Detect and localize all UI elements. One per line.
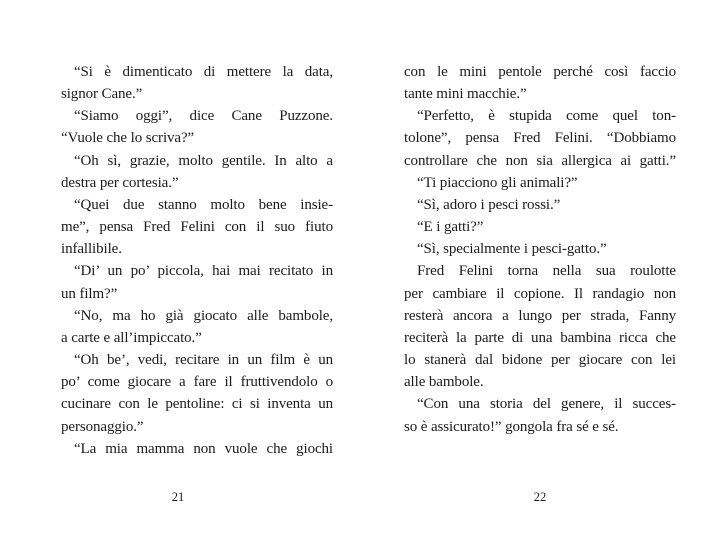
text-line: “Ti piacciono gli animali?” <box>417 174 578 191</box>
text-line: “Perfetto, è stupida come quel ton- <box>417 108 676 125</box>
text-line: controllare che non sia allergica ai gatti.” <box>404 152 676 169</box>
text-line: me”, pensa Fred Felini con il suo fiuto <box>61 219 333 236</box>
text-line: “No, ma ho già giocato alle bambole, <box>74 307 333 324</box>
book-page-left-text <box>61 61 333 460</box>
book-page-right-text <box>404 61 676 438</box>
text-line: “Sì, specialmente i pesci-gatto.” <box>417 241 607 258</box>
text-line: alle bambole. <box>404 374 484 391</box>
text-line: so è assicurato!” gongola fra sé e sé. <box>404 418 619 435</box>
text-line: “Quei due stanno molto bene insie- <box>74 196 333 213</box>
text-line: po’ come giocare a fare il fruttivendolo o <box>61 374 333 391</box>
text-line: resterà ancora a lungo per strada, Fanny <box>404 307 676 324</box>
text-line: tolone”, pensa Fred Felini. “Dobbiamo <box>404 130 676 147</box>
text-line: cucinare con le pentoline: ci si inventa un <box>61 396 333 413</box>
page-number-right: 22 <box>533 490 547 504</box>
text-line: “Con una storia del genere, il succes- <box>417 396 676 413</box>
text-line: Fred Felini torna nella sua roulotte <box>417 263 676 280</box>
text-line: “Oh sì, grazie, molto gentile. In alto a <box>74 152 333 169</box>
text-line: lo stanerà dal bidone per giocare con lei <box>404 352 676 369</box>
text-line: “Siamo oggi”, dice Cane Puzzone. <box>74 108 333 125</box>
text-line: “E i gatti?” <box>417 219 484 236</box>
text-line: “Si è dimenticato di mettere la data, <box>74 64 333 80</box>
text-line: “La mia mamma non vuole che giochi <box>74 440 333 457</box>
text-line: un film?” <box>61 285 118 302</box>
text-line: con le mini pentole perché così faccio <box>404 64 676 80</box>
text-line: “Sì, adoro i pesci rossi.” <box>417 196 561 213</box>
text-line: per cambiare il copione. Il randagio non <box>404 285 676 302</box>
page-number-left: 21 <box>171 490 185 504</box>
text-line: personaggio.” <box>61 418 144 435</box>
text-line: reciterà la parte di una bambina ricca che <box>404 329 676 346</box>
text-line: “Di’ un po’ piccola, hai mai recitato in <box>74 263 333 280</box>
text-line: destra per cortesia.” <box>61 174 179 191</box>
text-line: infallibile. <box>61 241 122 258</box>
text-line: “Vuole che lo scriva?” <box>61 130 195 147</box>
text-line: signor Cane.” <box>61 86 143 103</box>
text-line: tante mini macchie.” <box>404 86 527 103</box>
text-line: “Oh be’, vedi, recitare in un film è un <box>74 352 333 369</box>
text-line: a carte e all’impiccato.” <box>61 329 202 346</box>
